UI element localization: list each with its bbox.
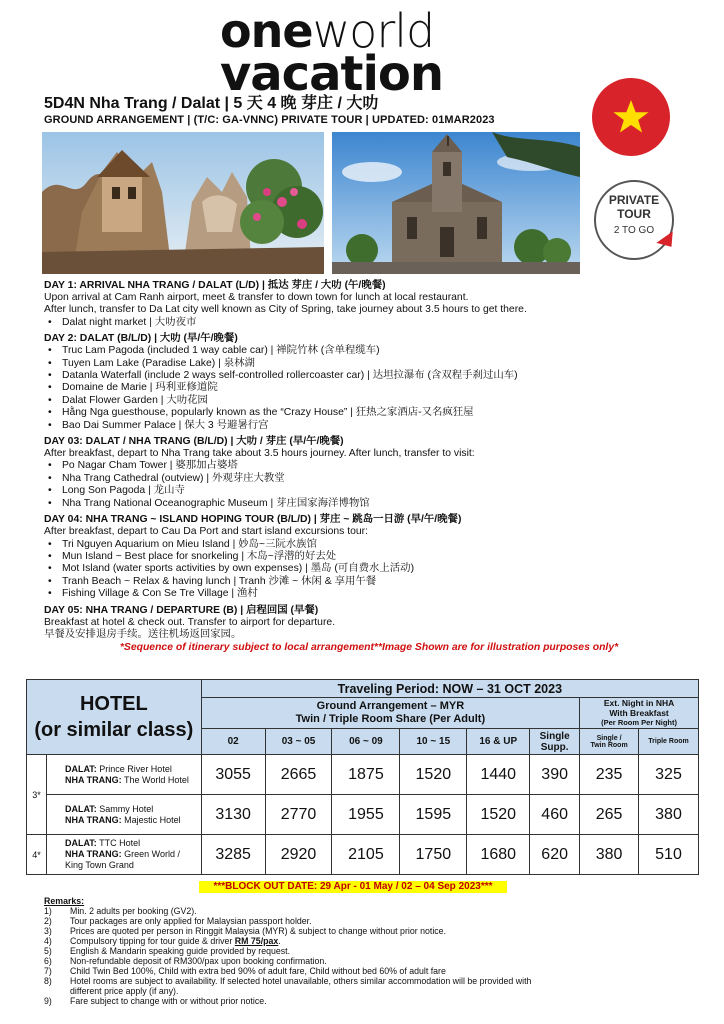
list-item: • Domaine de Marie | 玛利亚修道院: [48, 382, 694, 394]
remark-text: Non-refundable deposit of RM300/pax upon booking confirmation.: [70, 956, 327, 966]
hotel-header: [27, 680, 202, 755]
list-item: • Fishing Village & Con Se Tre Village | 渔村: [48, 588, 694, 600]
day3-text1: After breakfast, depart to Nha Trang take about 3.5 hours journey. After lunch, transfer to visit:: [44, 448, 475, 460]
brand-one: one: [220, 4, 313, 58]
triple-room-cell: 325: [639, 755, 699, 795]
ground-arrangement-header: [201, 698, 579, 729]
remark-text: Fare subject to change with or without prior notice.: [70, 996, 267, 1006]
ext-night-header: [580, 698, 699, 729]
blockout-dates: ***BLOCK OUT DATE: 29 Apr - 01 May / 02 – 04 Sep 2023***: [199, 881, 507, 893]
col-03-05: 03 ~ 05: [265, 729, 332, 755]
hotel-heading: HOTEL: [79, 693, 148, 715]
col-06-09: 06 ~ 09: [332, 729, 400, 755]
nha-trang-hotel-2: King Town Grand: [64, 860, 134, 870]
triple-room-cell: 380: [639, 795, 699, 835]
price-cell: 3285: [201, 835, 265, 875]
day2-list: [48, 345, 694, 432]
col-single-supp: [530, 729, 580, 755]
badge-line2: TOUR: [617, 206, 651, 221]
dalat-label: DALAT:: [64, 763, 97, 774]
day3-heading: DAY 03: DALAT / NHA TRANG (B/L/D) | 大叻 / 芽庄 (早/午/晚餐): [44, 436, 344, 448]
hotel-subheading: (or similar class): [34, 719, 194, 741]
twin-room-cell: 265: [580, 795, 639, 835]
price-cell: 3130: [201, 795, 265, 835]
list-item: • Tuyen Lam Lake (Paradise Lake) | 泉林湖: [48, 358, 694, 370]
star-rating: 3*: [27, 755, 47, 835]
itinerary-disclaimer: *Sequence of itinerary subject to local arrangement**Image Shown are for illustration purposes only*: [119, 642, 619, 654]
dalat-hotel: Prince River Hotel: [96, 763, 172, 774]
list-item: • Mun Island ~ Best place for snorkeling | 木岛~浮潜的好去处: [48, 551, 694, 563]
remark-number: 7): [44, 966, 52, 976]
ext-night-label-1: Ext. Night in NHA: [603, 698, 675, 708]
price-table: [26, 679, 699, 875]
remark-text: Child Twin Bed 100%, Child with extra bed 90% of adult fare, Child without bed 60% of adult fare: [70, 966, 446, 976]
single-twin-2: Twin Room: [590, 741, 628, 749]
list-item: [44, 996, 684, 1006]
price-cell: 1750: [400, 835, 467, 875]
remark-text: [70, 936, 281, 946]
list-item: [44, 966, 684, 976]
price-cell: 1520: [400, 755, 467, 795]
list-item: • Long Son Pagoda | 龙山寺: [48, 485, 694, 497]
day5-text2: 早餐及安排退房手续。送往机场返回家园。: [44, 628, 242, 640]
nha-trang-hotel: Green World /: [121, 849, 180, 859]
single-supp-cell: 620: [530, 835, 580, 875]
list-item: [44, 916, 684, 926]
price-cell: 2770: [265, 795, 332, 835]
price-cell: 1955: [332, 795, 400, 835]
hotel-names: [46, 755, 201, 795]
table-row: [27, 755, 699, 795]
price-cell: 1595: [400, 795, 467, 835]
price-cell: 2105: [332, 835, 400, 875]
col-10-15: 10 ~ 15: [400, 729, 467, 755]
list-item: • Mot Island (water sports activities by own expenses) | 墨岛 (可自费水上活动): [48, 563, 694, 575]
list-item: • Po Nagar Cham Tower | 婆那加占婆塔: [48, 460, 694, 472]
dalat-label: DALAT:: [64, 803, 97, 814]
nha-trang-hotel: Majestic Hotel: [121, 814, 181, 825]
remark-number: 8): [44, 976, 52, 986]
col-single-twin: [580, 729, 639, 755]
list-item: • Hằng Nga guesthouse, popularly known as the “Crazy House” | 狂热之家酒店-又名疯狂屋: [48, 407, 694, 419]
day5-heading: DAY 05: NHA TRANG / DEPARTURE (B) | 启程回国 (早餐): [44, 604, 319, 616]
day1-text2: After lunch, transfer to Da Lat city well known as City of Spring, take journey about 3.5 hours to get there.: [44, 304, 527, 316]
day3-list: [48, 460, 694, 510]
list-item: • Tri Nguyen Aquarium on Mieu Island | 妙岛~三阮水族馆: [48, 539, 694, 551]
price-cell: 2665: [265, 755, 332, 795]
remark-text: Prices are quoted per person in Ringgit Malaysia (MYR) & subject to change without prior notice.: [70, 926, 447, 936]
day1-list: [48, 317, 694, 329]
table-row: [27, 795, 699, 835]
remark-tipping-amount: RM 75/pax: [234, 936, 279, 946]
page-title: 5D4N Nha Trang / Dalat | 5 天 4 晚 芽庄 / 大叻: [44, 95, 379, 112]
list-item: [44, 936, 684, 946]
remark-text-part: .: [278, 936, 281, 946]
crazy-house-photo: [42, 132, 324, 274]
hotel-names: [46, 795, 201, 835]
dalat-hotel: TTC Hotel: [96, 838, 141, 848]
page-subtitle: GROUND ARRANGEMENT | (T/C: GA-VNNC) PRIVATE TOUR | UPDATED: 01MAR2023: [44, 114, 495, 126]
remark-text: Tour packages are only applied for Malaysian passport holder.: [70, 916, 312, 926]
list-item: [44, 906, 684, 916]
remark-number: 6): [44, 956, 52, 966]
list-item: • Nha Trang Cathedral (outview) | 外观芽庄大教堂: [48, 473, 694, 485]
price-cell: 3055: [201, 755, 265, 795]
hotel-names: [46, 835, 201, 875]
ground-arrangement-label: Ground Arrangement – MYR: [316, 700, 465, 712]
remark-text-part: Hotel rooms are subject to availability. If selected hotel unavailable, others similar accommodation will be provided with: [70, 976, 532, 986]
table-row: [27, 835, 699, 875]
remark-text: English & Mandarin speaking guide provided by request.: [70, 946, 291, 956]
itinerary: [44, 280, 694, 654]
star-icon: [611, 97, 651, 137]
list-item: • Dalat Flower Garden | 大叻花园: [48, 395, 694, 407]
private-tour-badge: [594, 180, 674, 260]
remark-number: 2): [44, 916, 52, 926]
room-share-label: Twin / Triple Room Share (Per Adult): [295, 713, 486, 725]
twin-room-cell: 380: [580, 835, 639, 875]
list-item: [44, 976, 684, 996]
nha-trang-hotel: The World Hotel: [121, 774, 189, 785]
vietnam-flag-icon: [592, 78, 670, 156]
remarks-heading: Remarks:: [44, 896, 85, 906]
list-item: • Dalat night market | 大叻夜市: [48, 317, 694, 329]
price-cell: 1520: [467, 795, 530, 835]
list-item: [44, 956, 684, 966]
price-cell: 1680: [467, 835, 530, 875]
col-16-up: 16 & UP: [467, 729, 530, 755]
remark-text-part: Compulsory tipping for tour guide & driver: [70, 936, 235, 946]
price-cell: 1440: [467, 755, 530, 795]
twin-room-cell: 235: [580, 755, 639, 795]
remark-number: 3): [44, 926, 52, 936]
list-item: [44, 946, 684, 956]
list-item: [44, 926, 684, 936]
col-02: 02: [201, 729, 265, 755]
list-item: • Tranh Beach ~ Relax & having lunch | Tranh 沙滩 ~ 休闲 & 享用午餐: [48, 576, 694, 588]
day4-heading: DAY 04: NHA TRANG ~ ISLAND HOPING TOUR (B/L/D) | 芽庄 ~ 跳岛一日游 (早/午/晚餐): [44, 514, 462, 526]
nha-trang-label: NHA TRANG:: [64, 774, 122, 785]
single-supp-1: Single: [539, 730, 570, 742]
list-item: • Nha Trang National Oceanographic Museum | 芽庄国家海洋博物馆: [48, 498, 694, 510]
list-item: • Bao Dai Summer Palace | 保大 3 号避暑行宫: [48, 420, 694, 432]
single-supp-cell: 390: [530, 755, 580, 795]
nha-trang-cathedral-photo: [332, 132, 580, 274]
single-supp-cell: 460: [530, 795, 580, 835]
ext-night-label-2: With Breakfast: [609, 708, 669, 718]
triple-room-cell: 510: [639, 835, 699, 875]
dalat-hotel: Sammy Hotel: [96, 803, 154, 814]
brand-vacation: vacation: [220, 46, 444, 102]
remark-number: 5): [44, 946, 52, 956]
day5-text1: Breakfast at hotel & check out. Transfer to airport for departure.: [44, 616, 336, 628]
price-cell: 2920: [265, 835, 332, 875]
nha-trang-label: NHA TRANG:: [64, 849, 122, 859]
remark-number: 4): [44, 936, 52, 946]
brand-world: world: [312, 4, 435, 58]
day4-list: [48, 539, 694, 601]
star-rating: 4*: [27, 835, 47, 875]
day1-heading: DAY 1: ARRIVAL NHA TRANG / DALAT (L/D) | 抵达 芽庄 / 大叻 (午/晚餐): [44, 280, 386, 291]
remark-text: [70, 976, 531, 996]
day2-heading: DAY 2: DALAT (B/L/D) | 大叻 (早/午/晚餐): [44, 333, 238, 345]
single-supp-2: Supp.: [540, 741, 569, 753]
day1-text1: Upon arrival at Cam Ranh airport, meet & transfer to down town for lunch at local restaurant.: [44, 292, 469, 304]
badge-line1: PRIVATE: [608, 193, 660, 207]
nha-trang-label: NHA TRANG:: [64, 814, 122, 825]
remark-text: Min. 2 adults per booking (GV2).: [70, 906, 197, 916]
remarks: [44, 896, 684, 1006]
single-twin-1: Single /: [596, 734, 622, 742]
list-item: • Truc Lam Pagoda (included 1 way cable car) | 禅院竹林 (含单程缆车): [48, 345, 694, 357]
brand-logo: [220, 4, 510, 102]
price-cell: 1875: [332, 755, 400, 795]
remark-text-part: different price apply (if any).: [70, 986, 179, 996]
remark-number: 1): [44, 906, 52, 916]
traveling-period: Traveling Period: NOW – 31 OCT 2023: [201, 680, 698, 698]
dalat-label: DALAT:: [64, 838, 97, 848]
col-triple-room: Triple Room: [639, 729, 699, 755]
badge-line3: 2 TO GO: [613, 224, 655, 236]
list-item: • Datanla Waterfall (include 2 ways self-controlled rollercoaster car) | 达坦拉瀑布 (含双程手刹过山车): [48, 370, 694, 382]
ext-night-label-3: (Per Room Per Night): [601, 718, 677, 727]
remark-number: 9): [44, 996, 52, 1006]
day4-text1: After breakfast, depart to Cau Da Port and start island excursions tour:: [44, 526, 369, 538]
